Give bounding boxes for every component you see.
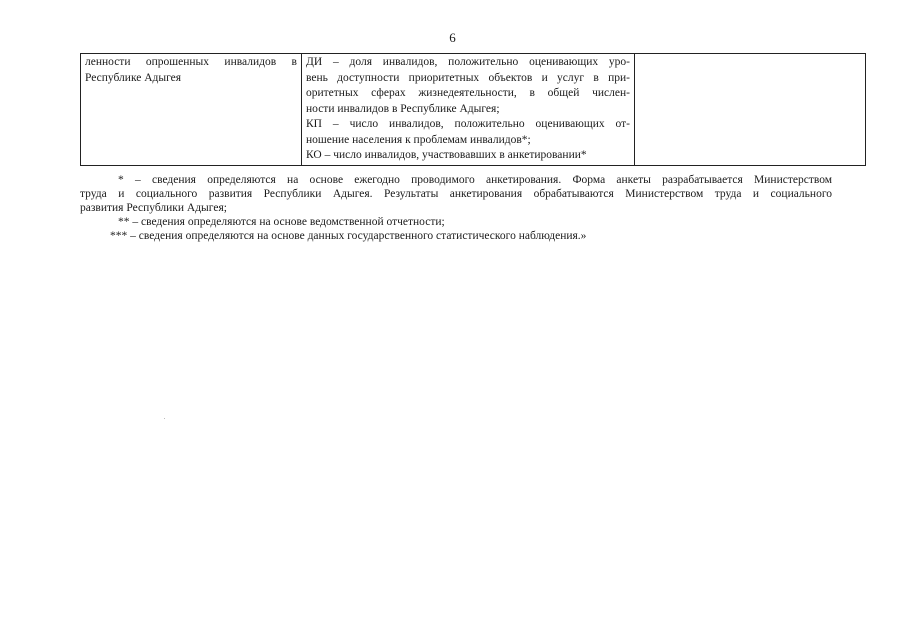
footnote-3 <box>80 229 832 243</box>
cell-text-line: оритетных сферах жизнедеятельности, в общей числен- <box>306 87 630 99</box>
page-number: 6 <box>449 30 456 45</box>
scan-speck <box>164 418 165 419</box>
footnote-2 <box>80 215 832 229</box>
indicator-table <box>80 53 866 166</box>
table-cell-empty <box>635 54 866 166</box>
table-cell-formula-description <box>302 54 635 166</box>
footnote-text-line: развития Республики Адыгея; <box>80 202 227 214</box>
footnote-text-line: труда и социального развития Республики Адыгея. Результаты анкетирования обрабатываются Министерством труда и социального <box>80 188 832 200</box>
cell-text-line: ношение населения к проблемам инвалидов*; <box>306 133 531 146</box>
cell-text-line: Республике Адыгея <box>85 71 182 84</box>
footnote-1 <box>80 173 832 215</box>
cell-text-line: ДИ – доля инвалидов, положительно оценивающих уро- <box>306 56 630 68</box>
cell-text-line: ности инвалидов в Республике Адыгея; <box>306 102 500 115</box>
footnote-text: *** – сведения определяются на основе данных государственного статистического наблюдения.» <box>110 230 587 242</box>
footnotes <box>80 173 832 243</box>
table-cell-indicator-name <box>81 54 302 166</box>
cell-text-line: вень доступности приоритетных объектов и услуг в при- <box>306 71 630 84</box>
cell-text-line: КО – число инвалидов, участвовавших в анкетировании* <box>306 149 587 161</box>
footnote-text-line: * – сведения определяются на основе ежегодно проводимого анкетирования. Форма анкеты разрабатывается Министерством <box>118 174 832 186</box>
cell-text-line: ленности опрошенных инвалидов в <box>85 56 297 68</box>
table-row <box>81 54 866 166</box>
footnote-text: ** – сведения определяются на основе ведомственной отчетности; <box>118 216 445 228</box>
cell-text-line: КП – число инвалидов, положительно оценивающих от- <box>306 118 630 130</box>
